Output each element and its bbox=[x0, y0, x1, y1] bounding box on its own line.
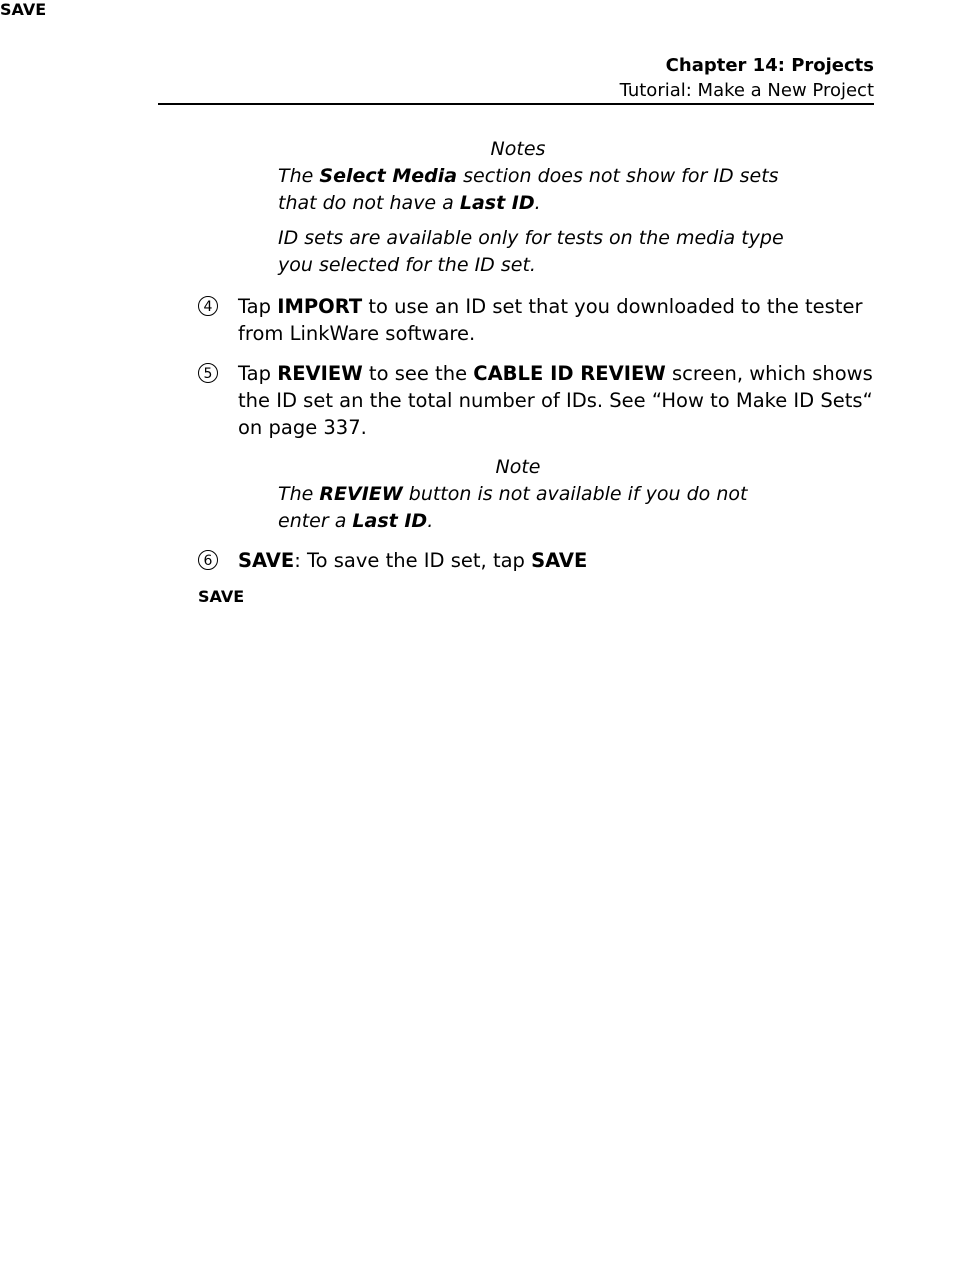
step-number-5: 5 bbox=[198, 363, 218, 383]
running-header bbox=[620, 53, 874, 103]
header-rule bbox=[158, 103, 874, 105]
step-number-6: 6 bbox=[198, 550, 218, 570]
note-review: The REVIEW button is not available if you do not enter a Last ID. bbox=[278, 483, 748, 532]
note-id-sets: ID sets are available only for tests on the media type you selected for the ID set. bbox=[278, 227, 784, 276]
note-heading-review: Note bbox=[495, 456, 541, 478]
step-4: 4 Tap IMPORT to use an ID set that you downloaded to the tester from LinkWare software. bbox=[198, 293, 878, 347]
note-select-media: The Select Media section does not show for ID sets that do not have a Last ID. bbox=[278, 165, 779, 214]
step-number-4: 4 bbox=[198, 296, 218, 316]
notes-heading: Notes bbox=[490, 138, 546, 160]
chapter-title: Chapter 14: Projects bbox=[665, 55, 874, 76]
step-5: 5 Tap REVIEW to see the CABLE ID REVIEW screen, which shows the ID set an the total number of IDs. See “How to Make ID Sets“ on page 337. bbox=[198, 360, 878, 441]
page-body: Notes The Select Media section does not show for ID sets that do not have a Last ID. ID sets are available only for tests on the media type you selected for the ID set. 4 Tap IMPORT to use an ID set that you downloaded to the tester from LinkWare software. 5 Tap REVIEW to see the CABLE ID REVIEW screen, which shows the ID set an the total number of IDs. See “How to Make ID Sets“ on page 337. Note The REVIEW button is not available if you do not enter a Last ID. 6 SAVE: To save the ID set, tap SAVE SAVE bbox=[198, 135, 878, 606]
section-title: Tutorial: Make a New Project bbox=[619, 80, 874, 101]
step-6: 6 SAVE: To save the ID set, tap SAVE bbox=[198, 547, 878, 574]
